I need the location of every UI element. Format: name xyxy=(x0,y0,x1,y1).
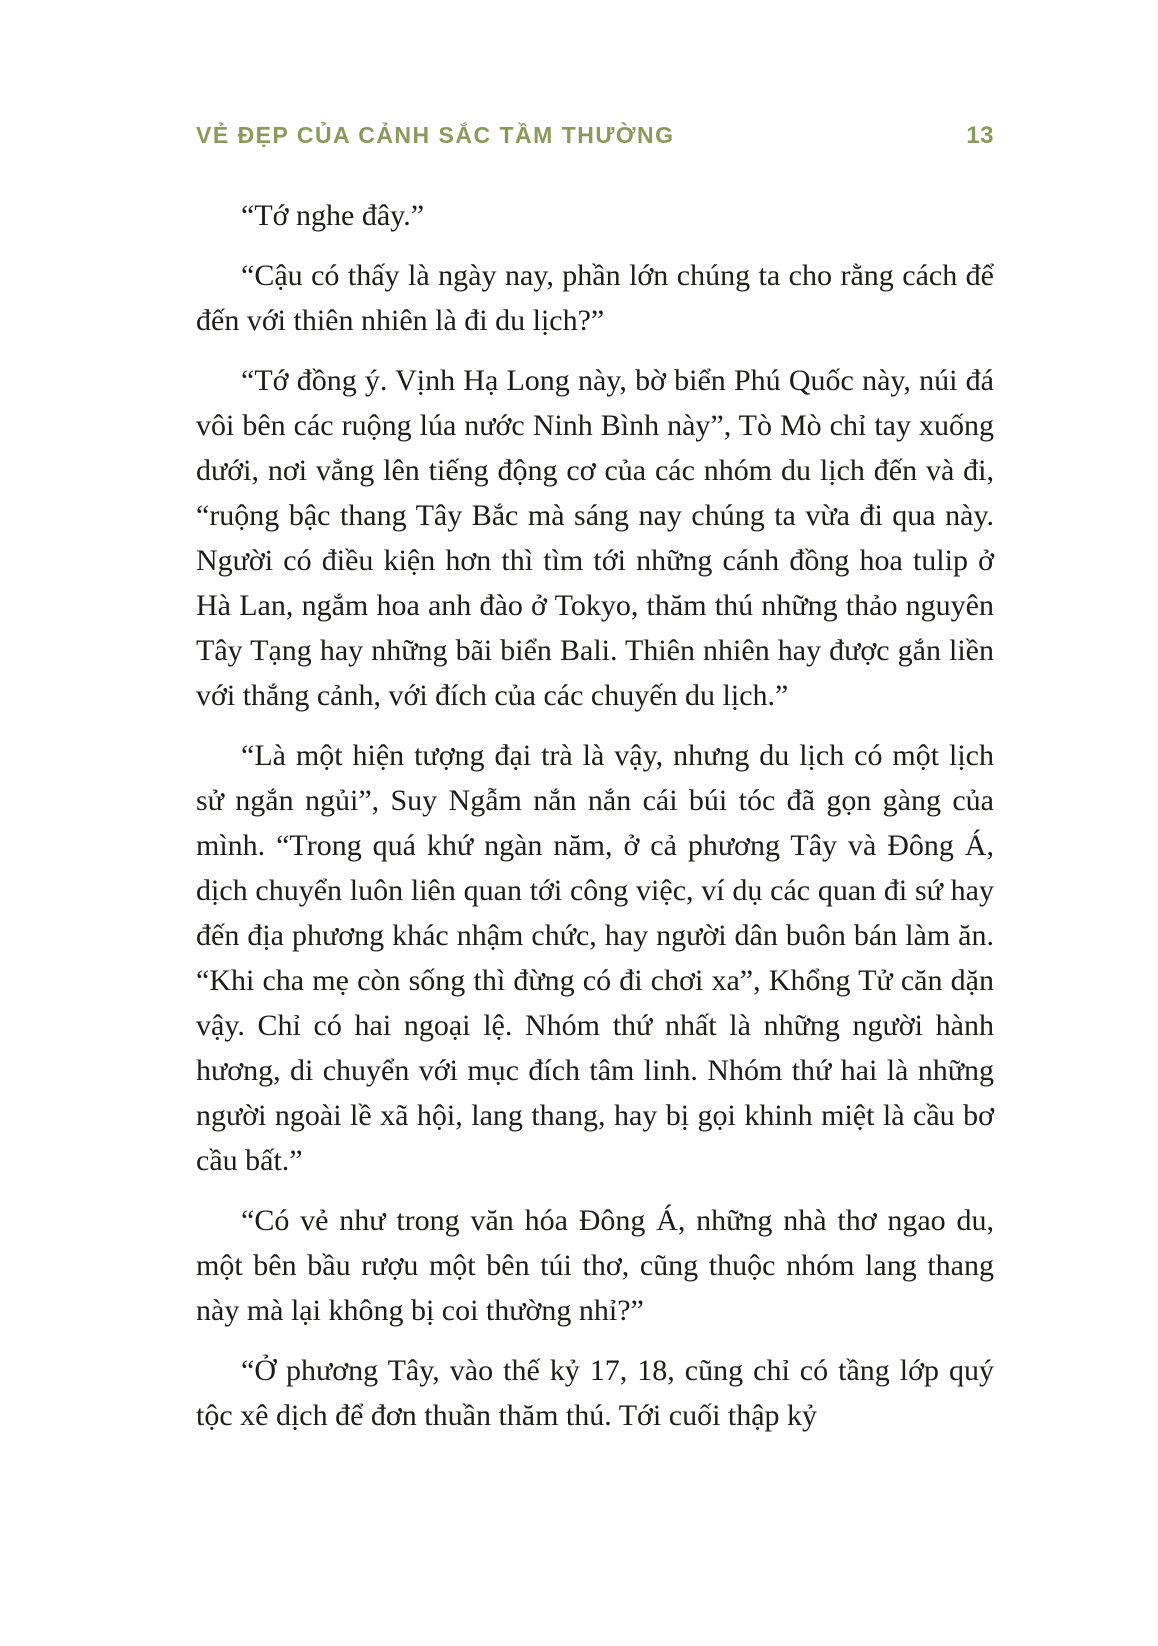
body-paragraph: “Tớ nghe đây.” xyxy=(241,199,425,232)
body-paragraph: “Tớ đồng ý. Vịnh Hạ Long này, bờ biển Phú Quốc này, núi đá vôi bên các ruộng lúa nước Ninh Bình này”, Tò Mò chỉ tay xuống dưới, nơi vẳng lên tiếng động cơ của các nhóm du lịch đến và đi, “ruộng bậc thang Tây Bắc mà sáng nay chúng ta vừa đi qua này. Người có điều kiện hơn thì tìm tới những cánh đồng hoa tulip ở Hà Lan, ngắm hoa anh đào ở Tokyo, thăm thú những thảo nguyên Tây Tạng hay những bãi biển Bali. Thiên nhiên hay được gắn liền với thắng cảnh, với đích của các chuyến du lịch.” xyxy=(196,364,994,712)
body-paragraph: “Cậu có thấy là ngày nay, phần lớn chúng ta cho rằng cách để đến với thiên nhiên là đi du lịch?” xyxy=(196,259,994,337)
running-title: VẺ ĐẸP CỦA CẢNH SẮC TẦM THƯỜNG xyxy=(196,122,675,148)
body-paragraph: “Ở phương Tây, vào thế kỷ 17, 18, cũng chỉ có tầng lớp quý tộc xê dịch để đơn thuần thăm thú. Tới cuối thập kỷ xyxy=(196,1354,994,1432)
body-paragraph: “Có vẻ như trong văn hóa Đông Á, những nhà thơ ngao du, một bên bầu rượu một bên túi thơ, cũng thuộc nhóm lang thang này mà lại không bị coi thường nhỉ?” xyxy=(196,1204,994,1327)
page-header xyxy=(196,122,994,150)
body-text xyxy=(196,193,994,1438)
body-paragraph: “Là một hiện tượng đại trà là vậy, nhưng du lịch có một lịch sử ngắn ngủi”, Suy Ngẫm nắn nắn cái búi tóc đã gọn gàng của mình. “Trong quá khứ ngàn năm, ở cả phương Tây và Đông Á, dịch chuyển luôn liên quan tới công việc, ví dụ các quan đi sứ hay đến địa phương khác nhậm chức, hay người dân buôn bán làm ăn. “Khi cha mẹ còn sống thì đừng có đi chơi xa”, Khổng Tử căn dặn vậy. Chỉ có hai ngoại lệ. Nhóm thứ nhất là những người hành hương, di chuyển với mục đích tâm linh. Nhóm thứ hai là những người ngoài lề xã hội, lang thang, hay bị gọi khinh miệt là cầu bơ cầu bất.” xyxy=(196,739,994,1177)
page-number: 13 xyxy=(966,122,994,149)
